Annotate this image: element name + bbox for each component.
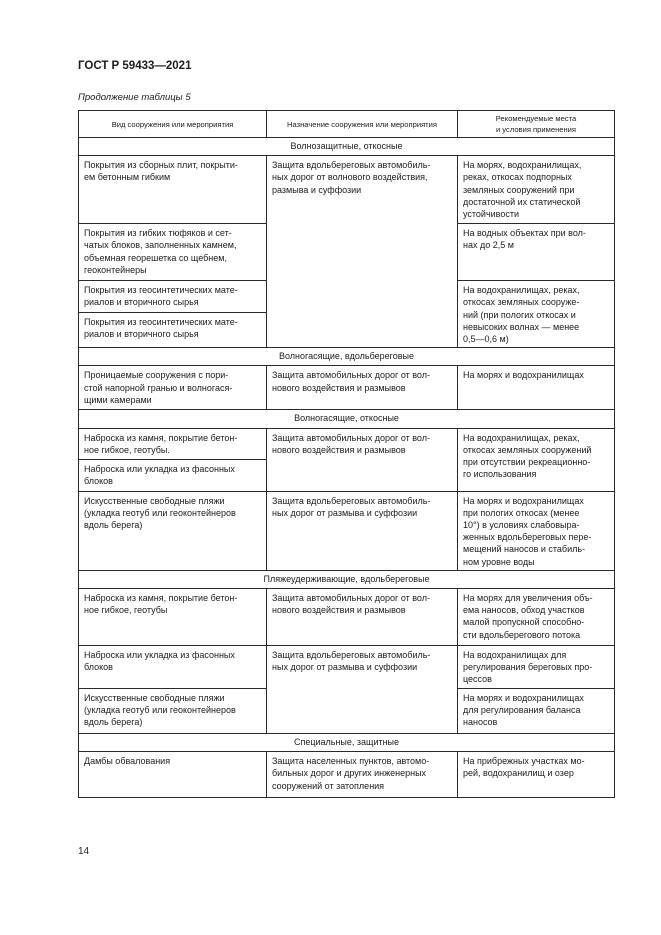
section-title: Специальные, защитные <box>79 734 615 752</box>
table-cell: Наброска из камня, покрытие бетон- ное гибкое, геотубы <box>79 589 267 646</box>
section-row <box>79 410 615 428</box>
section-title: Пляжеудерживающие, вдольбереговые <box>79 570 615 588</box>
section-title: Волнозащитные, откосные <box>79 138 615 156</box>
table-cell: Наброска или укладка из фасонных блоков <box>79 459 267 491</box>
table-cell: На морях для увеличения объ- ема наносов, обход участков малой пропускной способно- сти вдольберегового потока <box>458 589 615 646</box>
table-cell: На морях, водохранилищах, реках, откосах подпорных земляных сооружений при достаточной их статической устойчивости <box>458 156 615 224</box>
structures-table <box>78 110 615 798</box>
column-header-conditions: Рекомендуемые места и условия применения <box>458 111 615 138</box>
table-cell: Наброска или укладка из фасонных блоков <box>79 646 267 689</box>
section-title: Волногасящие, откосные <box>79 410 615 428</box>
column-header-purpose: Назначение сооружения или мероприятия <box>267 111 458 138</box>
table-cell: Дамбы обвалования <box>79 752 267 798</box>
table-cell: Наброска из камня, покрытие бетон- ное гибкое, геотубы. <box>79 428 267 459</box>
section-row <box>79 570 615 588</box>
section-row <box>79 734 615 752</box>
table-cell: На морях и водохранилищах для регулирования баланса наносов <box>458 689 615 734</box>
section-row <box>79 138 615 156</box>
table-cell: Проницаемые сооружения с пори- стой напорной гранью и волногася- щими камерами <box>79 366 267 410</box>
table-cell: На водохранилищах, реках, откосах земляных сооружений при отсутствии рекреационно- го использования <box>458 428 615 491</box>
table-cell: Защита вдольбереговых автомобиль- ных дорог от волнового воздействия, размыва и суффозии <box>267 156 458 348</box>
table-row <box>79 156 615 224</box>
table-row <box>79 428 615 459</box>
table-cell: На водохранилищах для регулирования береговых про- цессов <box>458 646 615 689</box>
table-cell: Покрытия из геосинтетических мате- риалов и вторичного сырья <box>79 312 267 347</box>
table-row <box>79 589 615 646</box>
table-cell: На водохранилищах, реках, откосах земляных сооруже- ний (при пологих откосах и невысоких волнах — менее 0,5—0,6 м) <box>458 281 615 348</box>
table-row <box>79 366 615 410</box>
table-cell: Покрытия из гибких тюфяков и сет- чатых блоков, заполненных камнем, объемная георешетка со щебнем, геоконтейнеры <box>79 224 267 281</box>
document-code: ГОСТ Р 59433—2021 <box>78 60 192 72</box>
table-cell: На водных объектах при вол- нах до 2,5 м <box>458 224 615 281</box>
table-cell: Защита автомобильных дорог от вол- нового воздействия и размывов <box>267 366 458 410</box>
table-cell: Покрытия из сборных плит, покрыти- ем бетонным гибким <box>79 156 267 224</box>
section-row <box>79 348 615 366</box>
table-cell: На морях и водохранилищах при пологих откосах (менее 10°) в условиях слабовыра- женных вдольбереговых пере- мещений наносов и стабиль- ном уровне воды <box>458 491 615 570</box>
table-caption: Продолжение таблицы 5 <box>78 92 191 103</box>
table-cell: Покрытия из геосинтетических мате- риалов и вторичного сырья <box>79 281 267 313</box>
table-cell: Искусственные свободные пляжи (укладка геотуб или геоконтейнеров вдоль берега) <box>79 491 267 570</box>
page-number: 14 <box>78 846 90 857</box>
table-cell: Защита автомобильных дорог от вол- нового воздействия и размывов <box>267 428 458 491</box>
table-row <box>79 646 615 689</box>
column-header-type: Вид сооружения или мероприятия <box>79 111 267 138</box>
table-cell: Защита населенных пунктов, автомо- бильных дорог и других инженерных сооружений от затопления <box>267 752 458 798</box>
table-cell: На морях и водохранилищах <box>458 366 615 410</box>
table-row <box>79 752 615 798</box>
table-row <box>79 491 615 570</box>
table-cell: Защита вдольбереговых автомобиль- ных дорог от размыва и суффозии <box>267 491 458 570</box>
section-title: Волногасящие, вдольбереговые <box>79 348 615 366</box>
table-cell: Искусственные свободные пляжи (укладка геотуб или геоконтейнеров вдоль берега) <box>79 689 267 734</box>
table-cell: На прибрежных участках мо- рей, водохранилищ и озер <box>458 752 615 798</box>
table-cell: Защита автомобильных дорог от вол- нового воздействия и размывов <box>267 589 458 646</box>
table-header-row <box>79 111 615 138</box>
table-cell: Защита вдольбереговых автомобиль- ных дорог от размыва и суффозии <box>267 646 458 734</box>
